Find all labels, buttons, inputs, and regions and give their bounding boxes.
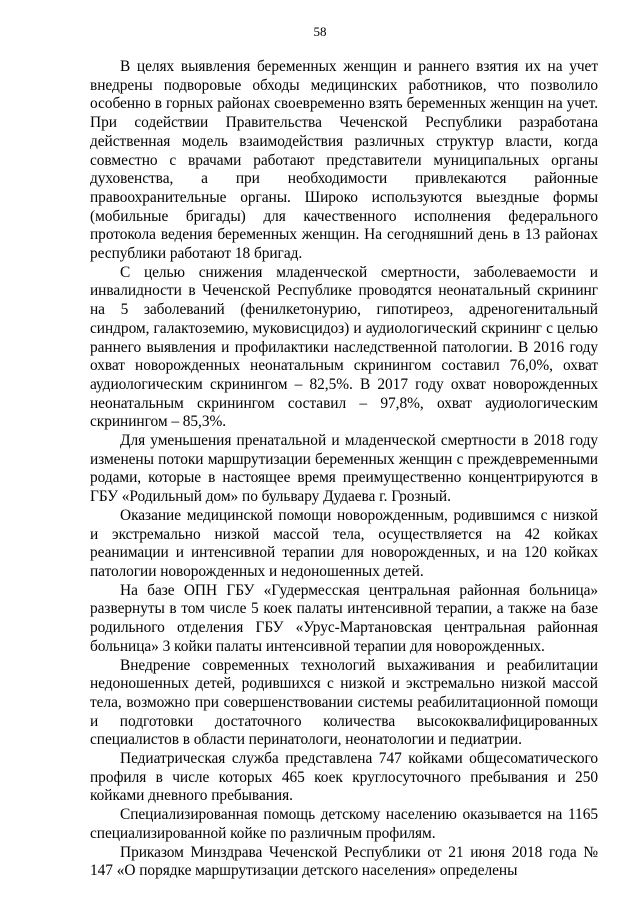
paragraph-specialized-care: Специализированная помощь детскому населению оказывается на 1165 специализированной койке по различным профилям. [90,806,598,842]
document-body [90,58,598,881]
paragraph-pediatric-service: Педиатрическая служба представлена 747 койками общесоматического профиля в числе которых 465 коек круглосуточного пребывания и 250 койками дневного пребывания. [90,750,598,805]
paragraph-pregnancy-registration: В целях выявления беременных женщин и раннего взятия их на учет внедрены подворовые обходы медицинских работников, что позволило особенно в горных районах своевременно взять беременных женщин на учет. При содействии Правительства Чеченской Республики разработана действенная модель взаимодействия различных структур власти, когда совместно с врачами работают представители муниципальных органы духовенства, а при необходимости привлекаются районные правоохранительные органы. Широко используются выездные формы (мобильные бригады) для качественного исполнения федерального протокола ведения беременных женщин. На сегодняшний день в 13 районах республики работают 18 бригад. [90,58,598,263]
paragraph-routing-changes: Для уменьшения пренатальной и младенческой смертности в 2018 году изменены потоки маршрутизации беременных женщин с преждевременными родами, которые в настоящее время преимущественно концентрируются в ГБУ «Родильный дом» по бульвару Дудаева г. Грозный. [90,432,598,506]
paragraph-rehabilitation: Внедрение современных технологий выхаживания и реабилитации недоношенных детей, родившихся с низкой и экстремально низкой массой тела, возможно при совершенствовании системы реабилитационной помощи и подготовки достаточного количества высококвалифицированных специалистов в области перинатологи, неонатологии и педиатрии. [90,656,598,749]
paragraph-newborn-care-beds: Оказание медицинской помощи новорожденным, родившимся с низкой и экстремально низкой массой тела, осуществляется на 42 койках реанимации и интенсивной терапии для новорожденных, и на 120 койках патологии новорожденных и недоношенных детей. [90,506,598,580]
paragraph-neonatal-screening: С целью снижения младенческой смертности, заболеваемости и инвалидности в Чеченской Республике проводятся неонатальный скрининг на 5 заболеваний (фенилкетонурию, гипотиреоз, адреногенитальный синдром, галактоземию, муковисцидоз) и аудиологический скрининг с целью раннего выявления и профилактики наследственной патологии. В 2016 году охват новорожденных неонатальным скринингом составил 76,0%, охват аудиологическим скринингом – 82,5%. В 2017 году охват новорожденных неонатальным скринингом составил – 97,8%, охват аудиологическим скринингом – 85,3%. [90,263,598,431]
paragraph-ministry-order: Приказом Минздрава Чеченской Республики от 21 июня 2018 года № 147 «О порядке маршрутизации детского населения» определены [90,843,598,880]
page-number: 58 [313,24,327,39]
paragraph-intensive-care-units: На базе ОПН ГБУ «Гудермесская центральная районная больница» развернуты в том числе 5 коек палаты интенсивной терапии, а также на базе родильного отделения ГБУ «Урус-Мартановская центральная районная больница» 3 койки палаты интенсивной терапии для новорожденных. [90,581,598,655]
